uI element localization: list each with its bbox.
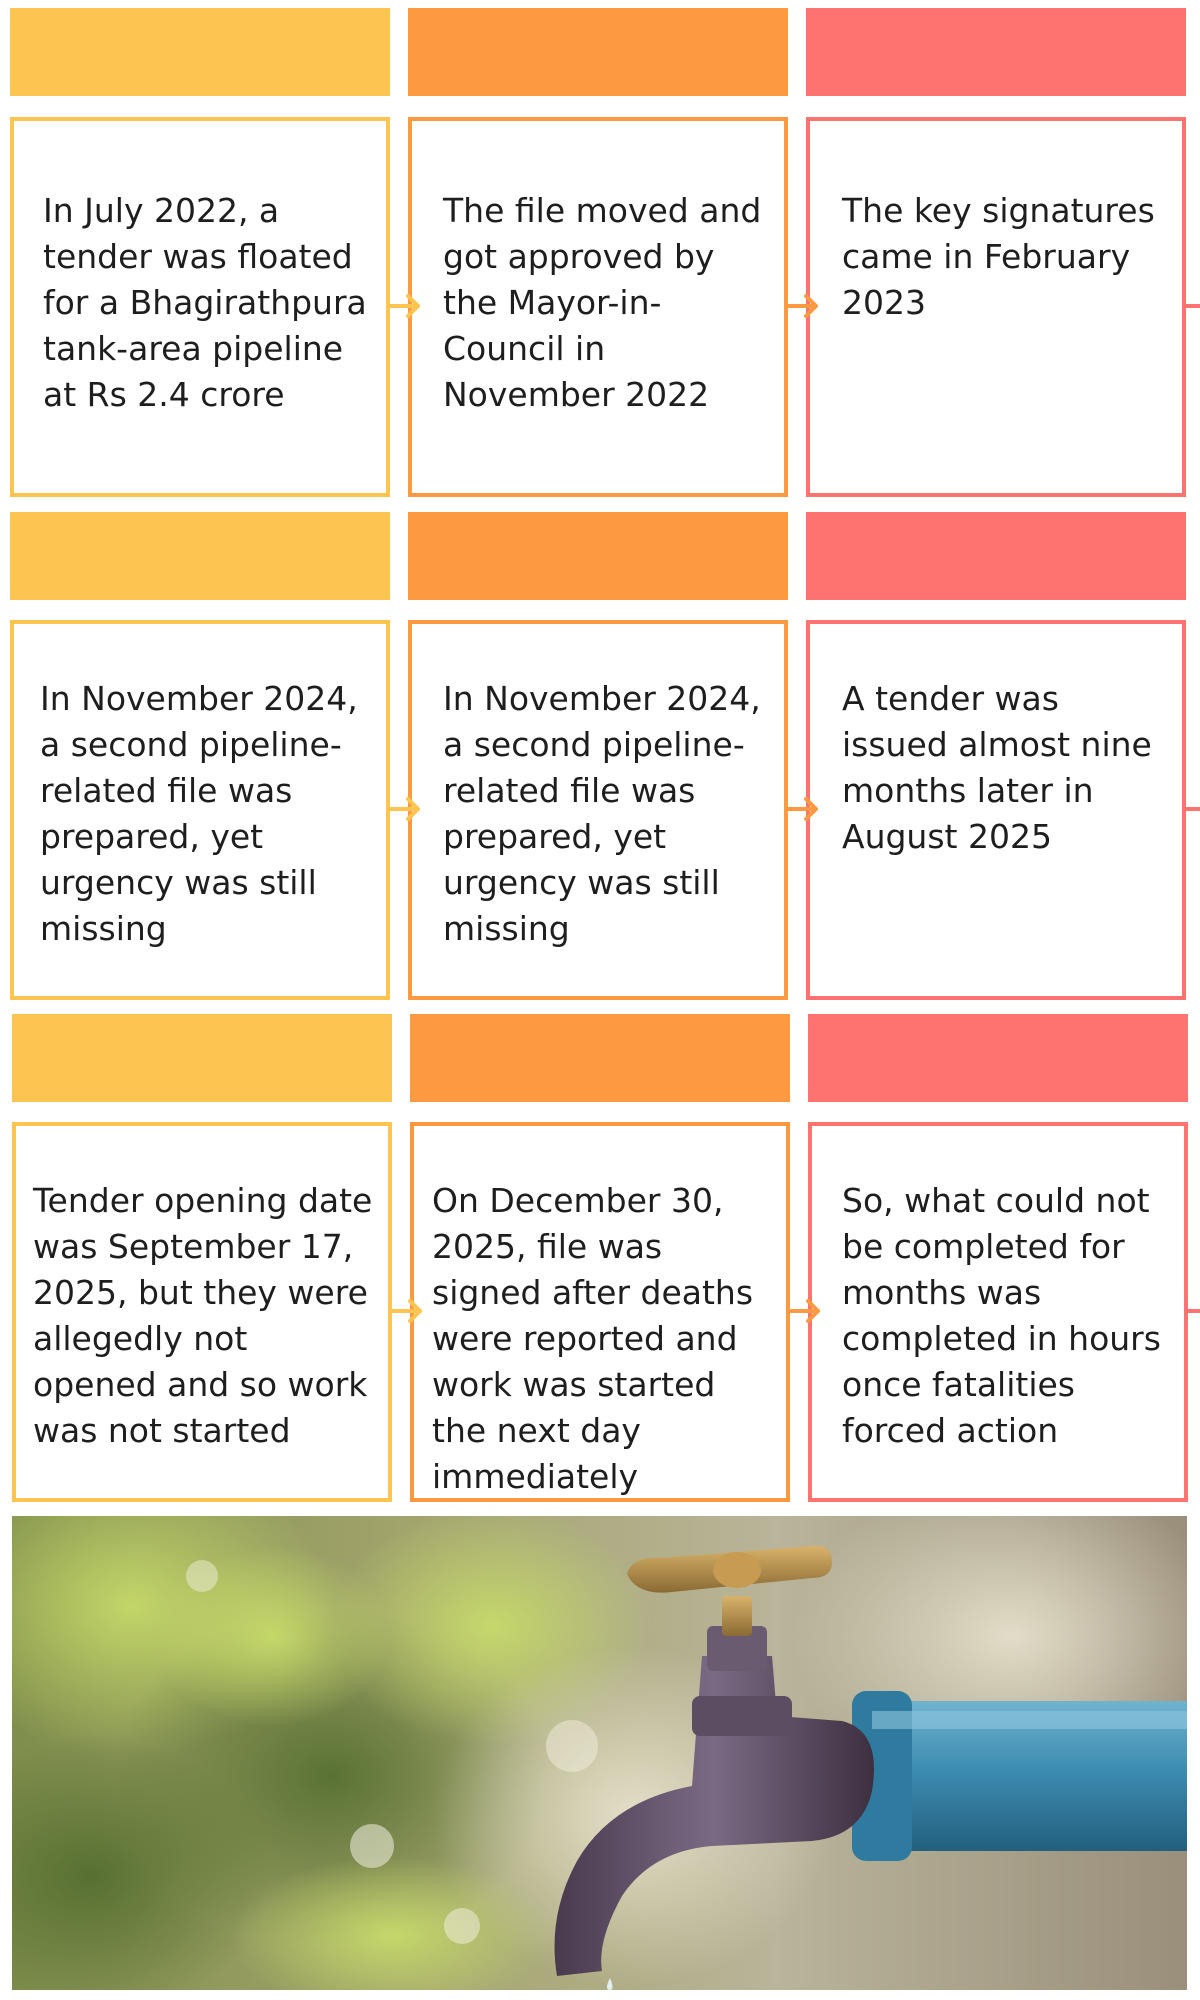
step-text: In November 2024, a second pipeline-related file was prepared, yet urgency was still missing	[40, 679, 358, 948]
arrow-right-icon	[788, 1295, 828, 1327]
arrow-right-icon	[1186, 1295, 1200, 1327]
arrow-right-icon	[1184, 793, 1200, 825]
header-band-red	[806, 512, 1186, 600]
header-band-red	[806, 8, 1186, 96]
step-text: A tender was issued almost nine months later in August 2025	[842, 679, 1152, 856]
step-text: On December 30, 2025, file was signed after deaths were reported and work was started the next day immediately	[432, 1181, 754, 1496]
arrow-right-icon	[786, 793, 826, 825]
step-text: Tender opening date was September 17, 2025, but they were allegedly not opened and so work was not started	[33, 1181, 373, 1450]
header-band-yellow	[12, 1014, 392, 1102]
tap-icon	[12, 1516, 1187, 1990]
header-band-yellow	[10, 512, 390, 600]
header-band-red	[808, 1014, 1188, 1102]
step-text: In July 2022, a tender was floated for a Bhagirathpura tank-area pipeline at Rs 2.4 crore	[43, 191, 367, 414]
step-text: In November 2024, a second pipeline-related file was prepared, yet urgency was still missing	[443, 679, 761, 948]
header-band-orange	[408, 8, 788, 96]
arrow-right-icon	[388, 793, 428, 825]
step-text: So, what could not be completed for months was completed in hours once fatalities forced action	[842, 1181, 1161, 1450]
arrow-right-icon	[388, 290, 428, 322]
arrow-right-icon	[390, 1295, 430, 1327]
water-tap-photo	[12, 1516, 1187, 1990]
arrow-right-icon	[1184, 290, 1200, 322]
header-band-orange	[410, 1014, 790, 1102]
step-text: The file moved and got approved by the Mayor-in-Council in November 2022	[443, 191, 762, 414]
arrow-right-icon	[786, 290, 826, 322]
step-text: The key signatures came in February 2023	[842, 191, 1155, 322]
header-band-orange	[408, 512, 788, 600]
header-band-yellow	[10, 8, 390, 96]
